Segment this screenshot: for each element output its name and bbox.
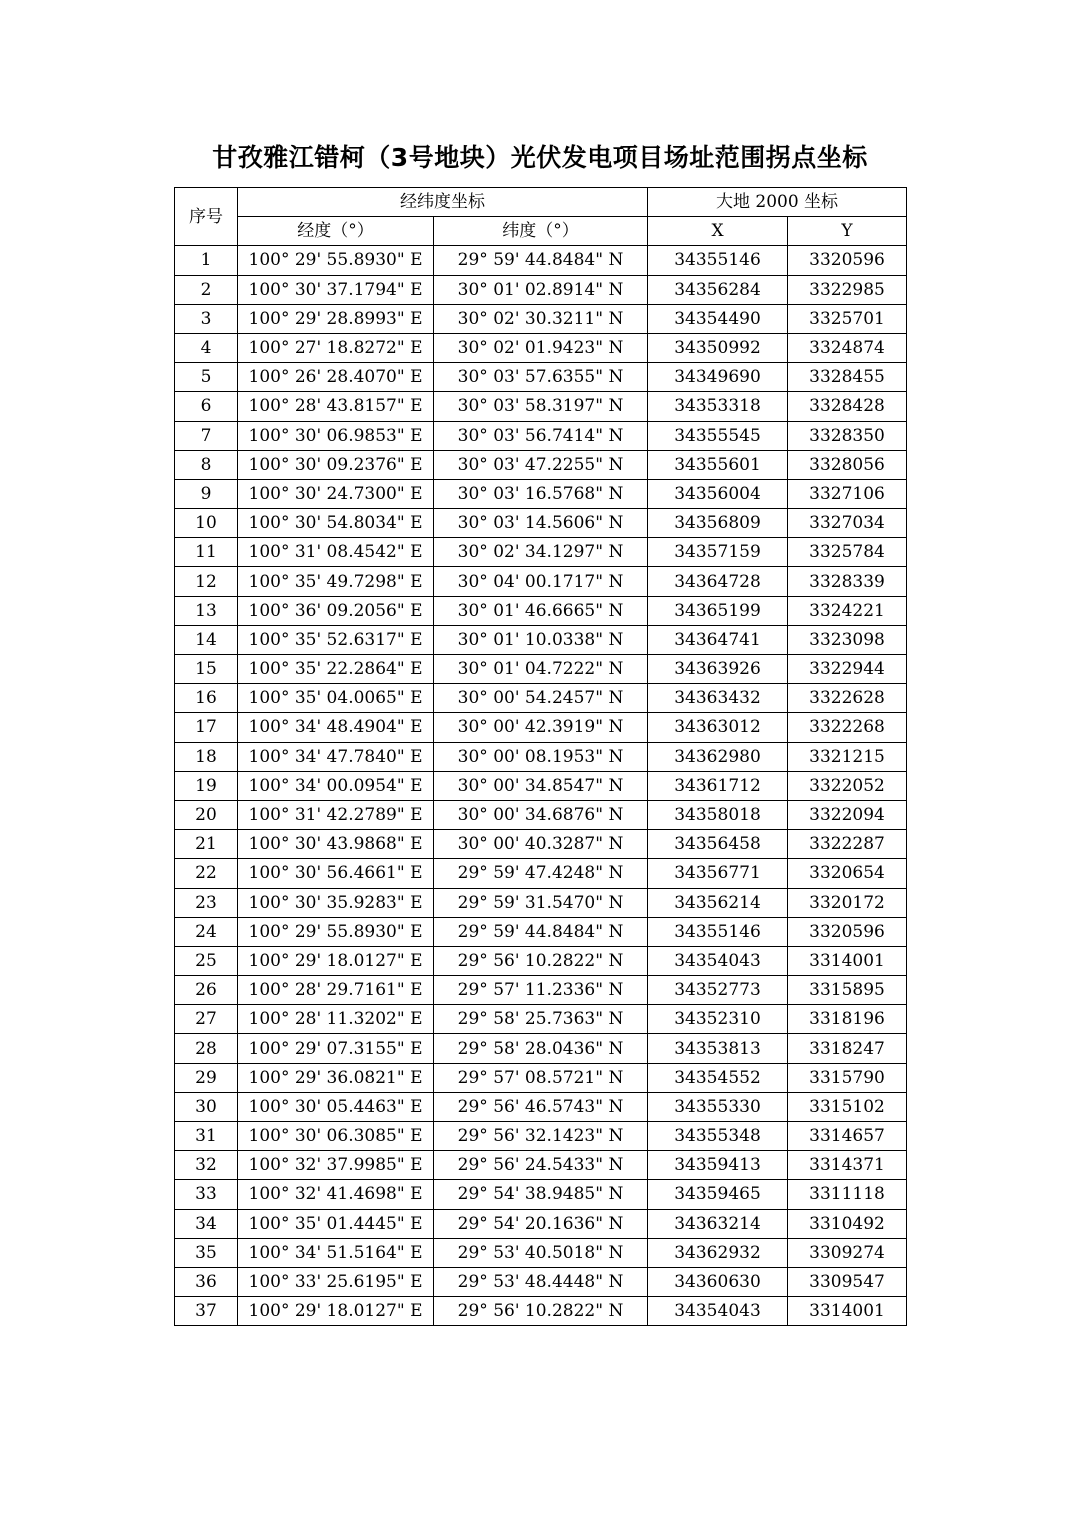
- cell-y: 3314657: [788, 1122, 907, 1151]
- cell-latitude: 29° 54' 20.1636" N: [434, 1209, 648, 1238]
- coordinates-table: [174, 187, 907, 1326]
- cell-longitude: 100° 34' 48.4904" E: [238, 713, 434, 742]
- cell-x: 34359465: [648, 1180, 788, 1209]
- cell-serial: 26: [175, 976, 238, 1005]
- cell-x: 34356214: [648, 888, 788, 917]
- cell-longitude: 100° 35' 01.4445" E: [238, 1209, 434, 1238]
- cell-x: 34359413: [648, 1151, 788, 1180]
- cell-x: 34360630: [648, 1267, 788, 1296]
- cell-y: 3324221: [788, 596, 907, 625]
- cell-serial: 29: [175, 1063, 238, 1092]
- cell-y: 3325701: [788, 304, 907, 333]
- cell-longitude: 100° 28' 29.7161" E: [238, 976, 434, 1005]
- table-header: [175, 188, 907, 246]
- cell-serial: 21: [175, 830, 238, 859]
- cell-latitude: 30° 03' 16.5768" N: [434, 479, 648, 508]
- cell-longitude: 100° 34' 47.7840" E: [238, 742, 434, 771]
- cell-longitude: 100° 35' 49.7298" E: [238, 567, 434, 596]
- table-row: [175, 625, 907, 654]
- cell-serial: 27: [175, 1005, 238, 1034]
- cell-serial: 6: [175, 392, 238, 421]
- cell-x: 34356809: [648, 509, 788, 538]
- document-title: 甘孜雅江错柯（3号地块）光伏发电项目场址范围拐点坐标: [212, 143, 868, 172]
- table-row: [175, 392, 907, 421]
- cell-y: 3320654: [788, 859, 907, 888]
- cell-y: 3314001: [788, 1297, 907, 1326]
- cell-latitude: 29° 56' 10.2822" N: [434, 1297, 648, 1326]
- cell-x: 34354552: [648, 1063, 788, 1092]
- cell-x: 34355601: [648, 450, 788, 479]
- cell-longitude: 100° 31' 08.4542" E: [238, 538, 434, 567]
- table-row: [175, 450, 907, 479]
- cell-serial: 7: [175, 421, 238, 450]
- cell-x: 34363926: [648, 655, 788, 684]
- cell-latitude: 30° 00' 08.1953" N: [434, 742, 648, 771]
- cell-longitude: 100° 32' 41.4698" E: [238, 1180, 434, 1209]
- cell-serial: 10: [175, 509, 238, 538]
- cell-latitude: 30° 02' 01.9423" N: [434, 333, 648, 362]
- table-row: [175, 1092, 907, 1121]
- cell-x: 34362980: [648, 742, 788, 771]
- cell-longitude: 100° 36' 09.2056" E: [238, 596, 434, 625]
- cell-longitude: 100° 30' 56.4661" E: [238, 859, 434, 888]
- cell-x: 34353318: [648, 392, 788, 421]
- cell-latitude: 29° 59' 44.8484" N: [434, 246, 648, 275]
- table-row: [175, 363, 907, 392]
- cell-longitude: 100° 28' 43.8157" E: [238, 392, 434, 421]
- cell-y: 3314001: [788, 946, 907, 975]
- cell-y: 3328350: [788, 421, 907, 450]
- cell-serial: 34: [175, 1209, 238, 1238]
- cell-latitude: 29° 59' 31.5470" N: [434, 888, 648, 917]
- cell-latitude: 29° 58' 28.0436" N: [434, 1034, 648, 1063]
- cell-serial: 15: [175, 655, 238, 684]
- table-row: [175, 246, 907, 275]
- cell-y: 3328455: [788, 363, 907, 392]
- table-row: [175, 538, 907, 567]
- table-row: [175, 1267, 907, 1296]
- cell-latitude: 29° 56' 46.5743" N: [434, 1092, 648, 1121]
- cell-x: 34352773: [648, 976, 788, 1005]
- cell-x: 34355146: [648, 246, 788, 275]
- cell-longitude: 100° 29' 18.0127" E: [238, 1297, 434, 1326]
- cell-latitude: 29° 53' 40.5018" N: [434, 1238, 648, 1267]
- cell-latitude: 29° 57' 08.5721" N: [434, 1063, 648, 1092]
- cell-y: 3315895: [788, 976, 907, 1005]
- table-row: [175, 596, 907, 625]
- cell-serial: 20: [175, 800, 238, 829]
- cell-x: 34357159: [648, 538, 788, 567]
- cell-serial: 37: [175, 1297, 238, 1326]
- cell-longitude: 100° 30' 05.4463" E: [238, 1092, 434, 1121]
- cell-x: 34361712: [648, 771, 788, 800]
- cell-latitude: 29° 54' 38.9485" N: [434, 1180, 648, 1209]
- cell-latitude: 30° 01' 02.8914" N: [434, 275, 648, 304]
- table-row: [175, 976, 907, 1005]
- cell-x: 34355330: [648, 1092, 788, 1121]
- cell-latitude: 29° 57' 11.2336" N: [434, 976, 648, 1005]
- cell-x: 34355545: [648, 421, 788, 450]
- cell-y: 3320172: [788, 888, 907, 917]
- cell-latitude: 30° 03' 58.3197" N: [434, 392, 648, 421]
- cell-serial: 13: [175, 596, 238, 625]
- table-row: [175, 479, 907, 508]
- cell-longitude: 100° 34' 51.5164" E: [238, 1238, 434, 1267]
- cell-serial: 8: [175, 450, 238, 479]
- cell-latitude: 30° 03' 56.7414" N: [434, 421, 648, 450]
- cell-serial: 17: [175, 713, 238, 742]
- cell-y: 3322052: [788, 771, 907, 800]
- cell-x: 34363214: [648, 1209, 788, 1238]
- cell-serial: 16: [175, 684, 238, 713]
- cell-latitude: 29° 59' 47.4248" N: [434, 859, 648, 888]
- cell-y: 3322985: [788, 275, 907, 304]
- cell-serial: 18: [175, 742, 238, 771]
- cell-y: 3318247: [788, 1034, 907, 1063]
- cell-latitude: 29° 58' 25.7363" N: [434, 1005, 648, 1034]
- cell-x: 34363432: [648, 684, 788, 713]
- table-row: [175, 333, 907, 362]
- header-serial: 序号: [175, 188, 238, 246]
- cell-serial: 4: [175, 333, 238, 362]
- header-geodetic-group: 大地 2000 坐标: [648, 188, 907, 217]
- table-row: [175, 509, 907, 538]
- cell-x: 34355348: [648, 1122, 788, 1151]
- cell-serial: 14: [175, 625, 238, 654]
- header-row-sub: [175, 217, 907, 246]
- header-latlon-group: 经纬度坐标: [238, 188, 648, 217]
- cell-x: 34356458: [648, 830, 788, 859]
- cell-longitude: 100° 30' 24.7300" E: [238, 479, 434, 508]
- cell-x: 34354043: [648, 946, 788, 975]
- cell-longitude: 100° 29' 55.8930" E: [238, 246, 434, 275]
- cell-latitude: 30° 00' 42.3919" N: [434, 713, 648, 742]
- cell-longitude: 100° 33' 25.6195" E: [238, 1267, 434, 1296]
- cell-y: 3325784: [788, 538, 907, 567]
- cell-serial: 35: [175, 1238, 238, 1267]
- table-row: [175, 917, 907, 946]
- table-row: [175, 304, 907, 333]
- header-row-top: [175, 188, 907, 217]
- table-row: [175, 1209, 907, 1238]
- cell-latitude: 30° 03' 57.6355" N: [434, 363, 648, 392]
- cell-longitude: 100° 30' 37.1794" E: [238, 275, 434, 304]
- cell-y: 3328056: [788, 450, 907, 479]
- cell-y: 3321215: [788, 742, 907, 771]
- cell-longitude: 100° 29' 18.0127" E: [238, 946, 434, 975]
- cell-latitude: 29° 56' 24.5433" N: [434, 1151, 648, 1180]
- cell-serial: 5: [175, 363, 238, 392]
- cell-x: 34365199: [648, 596, 788, 625]
- cell-longitude: 100° 28' 11.3202" E: [238, 1005, 434, 1034]
- cell-y: 3315790: [788, 1063, 907, 1092]
- cell-longitude: 100° 35' 04.0065" E: [238, 684, 434, 713]
- table-row: [175, 742, 907, 771]
- cell-y: 3322094: [788, 800, 907, 829]
- cell-y: 3314371: [788, 1151, 907, 1180]
- table-row: [175, 859, 907, 888]
- cell-x: 34356284: [648, 275, 788, 304]
- cell-x: 34349690: [648, 363, 788, 392]
- cell-longitude: 100° 29' 28.8993" E: [238, 304, 434, 333]
- table-row: [175, 713, 907, 742]
- cell-longitude: 100° 29' 07.3155" E: [238, 1034, 434, 1063]
- table-row: [175, 1297, 907, 1326]
- header-y: Y: [788, 217, 907, 246]
- table-row: [175, 567, 907, 596]
- cell-y: 3315102: [788, 1092, 907, 1121]
- cell-serial: 2: [175, 275, 238, 304]
- cell-longitude: 100° 29' 55.8930" E: [238, 917, 434, 946]
- cell-longitude: 100° 30' 06.9853" E: [238, 421, 434, 450]
- cell-serial: 9: [175, 479, 238, 508]
- cell-y: 3328339: [788, 567, 907, 596]
- cell-latitude: 30° 02' 30.3211" N: [434, 304, 648, 333]
- cell-serial: 19: [175, 771, 238, 800]
- table-row: [175, 946, 907, 975]
- table-row: [175, 1034, 907, 1063]
- cell-y: 3322268: [788, 713, 907, 742]
- cell-y: 3320596: [788, 246, 907, 275]
- cell-serial: 1: [175, 246, 238, 275]
- cell-latitude: 30° 00' 40.3287" N: [434, 830, 648, 859]
- cell-x: 34364728: [648, 567, 788, 596]
- cell-y: 3318196: [788, 1005, 907, 1034]
- cell-serial: 31: [175, 1122, 238, 1151]
- table-body: [175, 246, 907, 1326]
- table-row: [175, 275, 907, 304]
- cell-x: 34354043: [648, 1297, 788, 1326]
- cell-x: 34350992: [648, 333, 788, 362]
- cell-latitude: 30° 01' 10.0338" N: [434, 625, 648, 654]
- table-row: [175, 655, 907, 684]
- cell-latitude: 29° 53' 48.4448" N: [434, 1267, 648, 1296]
- cell-longitude: 100° 26' 28.4070" E: [238, 363, 434, 392]
- cell-y: 3310492: [788, 1209, 907, 1238]
- cell-y: 3327106: [788, 479, 907, 508]
- table-row: [175, 1151, 907, 1180]
- table-row: [175, 830, 907, 859]
- cell-y: 3322287: [788, 830, 907, 859]
- table-row: [175, 800, 907, 829]
- table-row: [175, 1180, 907, 1209]
- header-latitude: 纬度（°）: [434, 217, 648, 246]
- cell-latitude: 30° 03' 47.2255" N: [434, 450, 648, 479]
- cell-x: 34363012: [648, 713, 788, 742]
- cell-y: 3322628: [788, 684, 907, 713]
- table-row: [175, 1238, 907, 1267]
- cell-serial: 33: [175, 1180, 238, 1209]
- cell-x: 34352310: [648, 1005, 788, 1034]
- cell-serial: 25: [175, 946, 238, 975]
- cell-x: 34354490: [648, 304, 788, 333]
- cell-longitude: 100° 31' 42.2789" E: [238, 800, 434, 829]
- cell-longitude: 100° 30' 54.8034" E: [238, 509, 434, 538]
- cell-y: 3328428: [788, 392, 907, 421]
- table-row: [175, 1063, 907, 1092]
- cell-latitude: 30° 01' 04.7222" N: [434, 655, 648, 684]
- table-row: [175, 1005, 907, 1034]
- cell-x: 34358018: [648, 800, 788, 829]
- cell-latitude: 29° 59' 44.8484" N: [434, 917, 648, 946]
- table-row: [175, 888, 907, 917]
- cell-x: 34362932: [648, 1238, 788, 1267]
- cell-longitude: 100° 35' 52.6317" E: [238, 625, 434, 654]
- cell-longitude: 100° 30' 09.2376" E: [238, 450, 434, 479]
- cell-latitude: 30° 04' 00.1717" N: [434, 567, 648, 596]
- cell-longitude: 100° 34' 00.0954" E: [238, 771, 434, 800]
- cell-serial: 30: [175, 1092, 238, 1121]
- cell-y: 3322944: [788, 655, 907, 684]
- cell-serial: 23: [175, 888, 238, 917]
- cell-serial: 12: [175, 567, 238, 596]
- cell-x: 34356771: [648, 859, 788, 888]
- cell-y: 3311118: [788, 1180, 907, 1209]
- table-row: [175, 684, 907, 713]
- cell-serial: 11: [175, 538, 238, 567]
- cell-longitude: 100° 27' 18.8272" E: [238, 333, 434, 362]
- cell-longitude: 100° 30' 43.9868" E: [238, 830, 434, 859]
- cell-serial: 24: [175, 917, 238, 946]
- table-row: [175, 421, 907, 450]
- cell-latitude: 29° 56' 10.2822" N: [434, 946, 648, 975]
- cell-latitude: 29° 56' 32.1423" N: [434, 1122, 648, 1151]
- cell-longitude: 100° 35' 22.2864" E: [238, 655, 434, 684]
- cell-y: 3320596: [788, 917, 907, 946]
- cell-y: 3309547: [788, 1267, 907, 1296]
- cell-y: 3323098: [788, 625, 907, 654]
- cell-serial: 32: [175, 1151, 238, 1180]
- cell-serial: 36: [175, 1267, 238, 1296]
- header-x: X: [648, 217, 788, 246]
- cell-serial: 3: [175, 304, 238, 333]
- cell-y: 3327034: [788, 509, 907, 538]
- cell-x: 34353813: [648, 1034, 788, 1063]
- cell-latitude: 30° 02' 34.1297" N: [434, 538, 648, 567]
- cell-longitude: 100° 30' 35.9283" E: [238, 888, 434, 917]
- table-row: [175, 771, 907, 800]
- cell-latitude: 30° 03' 14.5606" N: [434, 509, 648, 538]
- table-row: [175, 1122, 907, 1151]
- cell-latitude: 30° 00' 54.2457" N: [434, 684, 648, 713]
- header-longitude: 经度（°）: [238, 217, 434, 246]
- cell-latitude: 30° 01' 46.6665" N: [434, 596, 648, 625]
- cell-x: 34356004: [648, 479, 788, 508]
- cell-x: 34355146: [648, 917, 788, 946]
- cell-serial: 28: [175, 1034, 238, 1063]
- cell-latitude: 30° 00' 34.6876" N: [434, 800, 648, 829]
- cell-y: 3324874: [788, 333, 907, 362]
- cell-serial: 22: [175, 859, 238, 888]
- cell-latitude: 30° 00' 34.8547" N: [434, 771, 648, 800]
- cell-x: 34364741: [648, 625, 788, 654]
- cell-longitude: 100° 32' 37.9985" E: [238, 1151, 434, 1180]
- cell-longitude: 100° 30' 06.3085" E: [238, 1122, 434, 1151]
- cell-y: 3309274: [788, 1238, 907, 1267]
- cell-longitude: 100° 29' 36.0821" E: [238, 1063, 434, 1092]
